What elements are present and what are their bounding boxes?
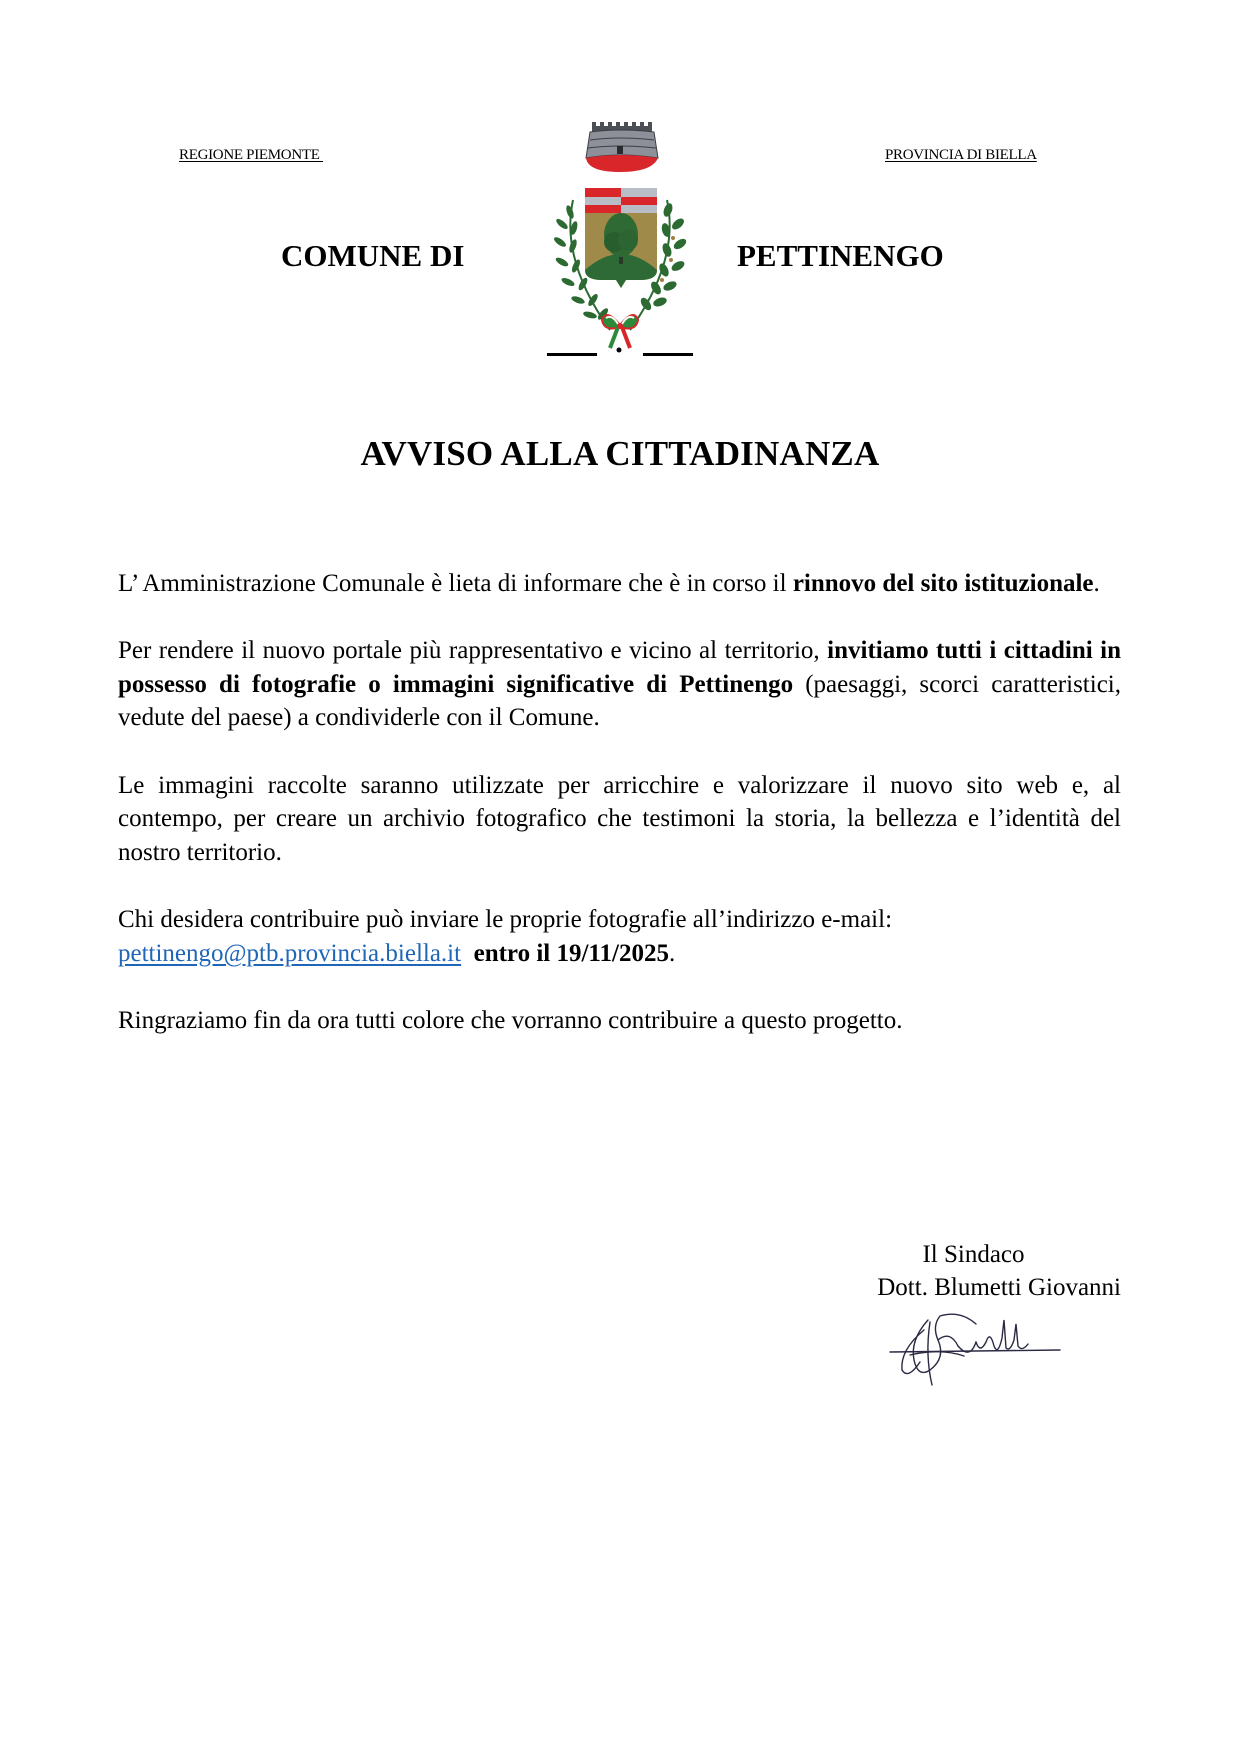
comune-name: PETTINENGO — [737, 238, 944, 273]
paragraph-bold-text: invitiamo tutti i cittadini in possesso di fotografie o immagini significative di Pettinengo — [118, 637, 1122, 698]
paragraph-usage — [118, 769, 1121, 870]
paragraph-text: Per rendere il nuovo portale più rappresentativo e vicino al territorio, — [118, 637, 828, 665]
comune-prefix: COMUNE DI — [281, 238, 465, 273]
paragraph-text: Ringraziamo fin da ora tutti colore che vorranno contribuire a questo progetto. — [118, 1006, 903, 1034]
divider-dot — [617, 348, 622, 353]
paragraph-text: Le immagini raccolte saranno utilizzate per arricchire e valorizzare il nuovo sito web e, al contempo, per creare un archivio fotografico che testimoni la storia, la bellezza e l’identità del nostro territorio. — [118, 771, 1121, 866]
paragraph-invitation — [118, 634, 1121, 735]
email-link[interactable]: pettinengo@ptb.provincia.biella.it — [118, 939, 462, 967]
divider-bar-left — [547, 353, 597, 356]
paragraph-text: (paesaggi, scorci caratteristici, vedute del paese) a condividerle con il Comune. — [118, 670, 1121, 732]
tricolor-ribbon-icon — [602, 315, 638, 348]
shield-icon — [585, 188, 657, 288]
signature-block — [820, 1238, 1121, 1304]
notice-body — [118, 567, 1121, 1071]
paragraph-bold-text: rinnovo del sito istituzionale — [792, 570, 1094, 597]
paragraph-text: . — [1093, 570, 1100, 597]
handwritten-signature-icon — [880, 1300, 1080, 1400]
signer-name: Dott. Blumetti Giovanni — [877, 1274, 1121, 1301]
region-label: REGIONE PIEMONTE — [179, 147, 324, 163]
paragraph-thanks — [118, 1004, 1121, 1038]
signer-role: Il Sindaco — [922, 1241, 1025, 1268]
divider-bar-right — [643, 353, 693, 356]
coat-of-arms-icon — [540, 120, 700, 370]
paragraph-text: . — [668, 939, 676, 967]
paragraph-text: L’ Amministrazione Comunale è lieta di informare che è in corso il — [118, 570, 793, 597]
mural-crown-icon — [586, 122, 658, 172]
deadline-text: entro il 19/11/2025 — [473, 939, 669, 967]
paragraph-text: Chi desidera contribuire può inviare le proprie fotografie all’indirizzo e-mail: — [118, 905, 893, 933]
paragraph-contact — [118, 903, 1121, 970]
page-title: AVVISO ALLA CITTADINANZA — [360, 434, 880, 473]
paragraph-renewal — [118, 567, 1121, 601]
province-label: PROVINCIA DI BIELLA — [885, 147, 1037, 163]
